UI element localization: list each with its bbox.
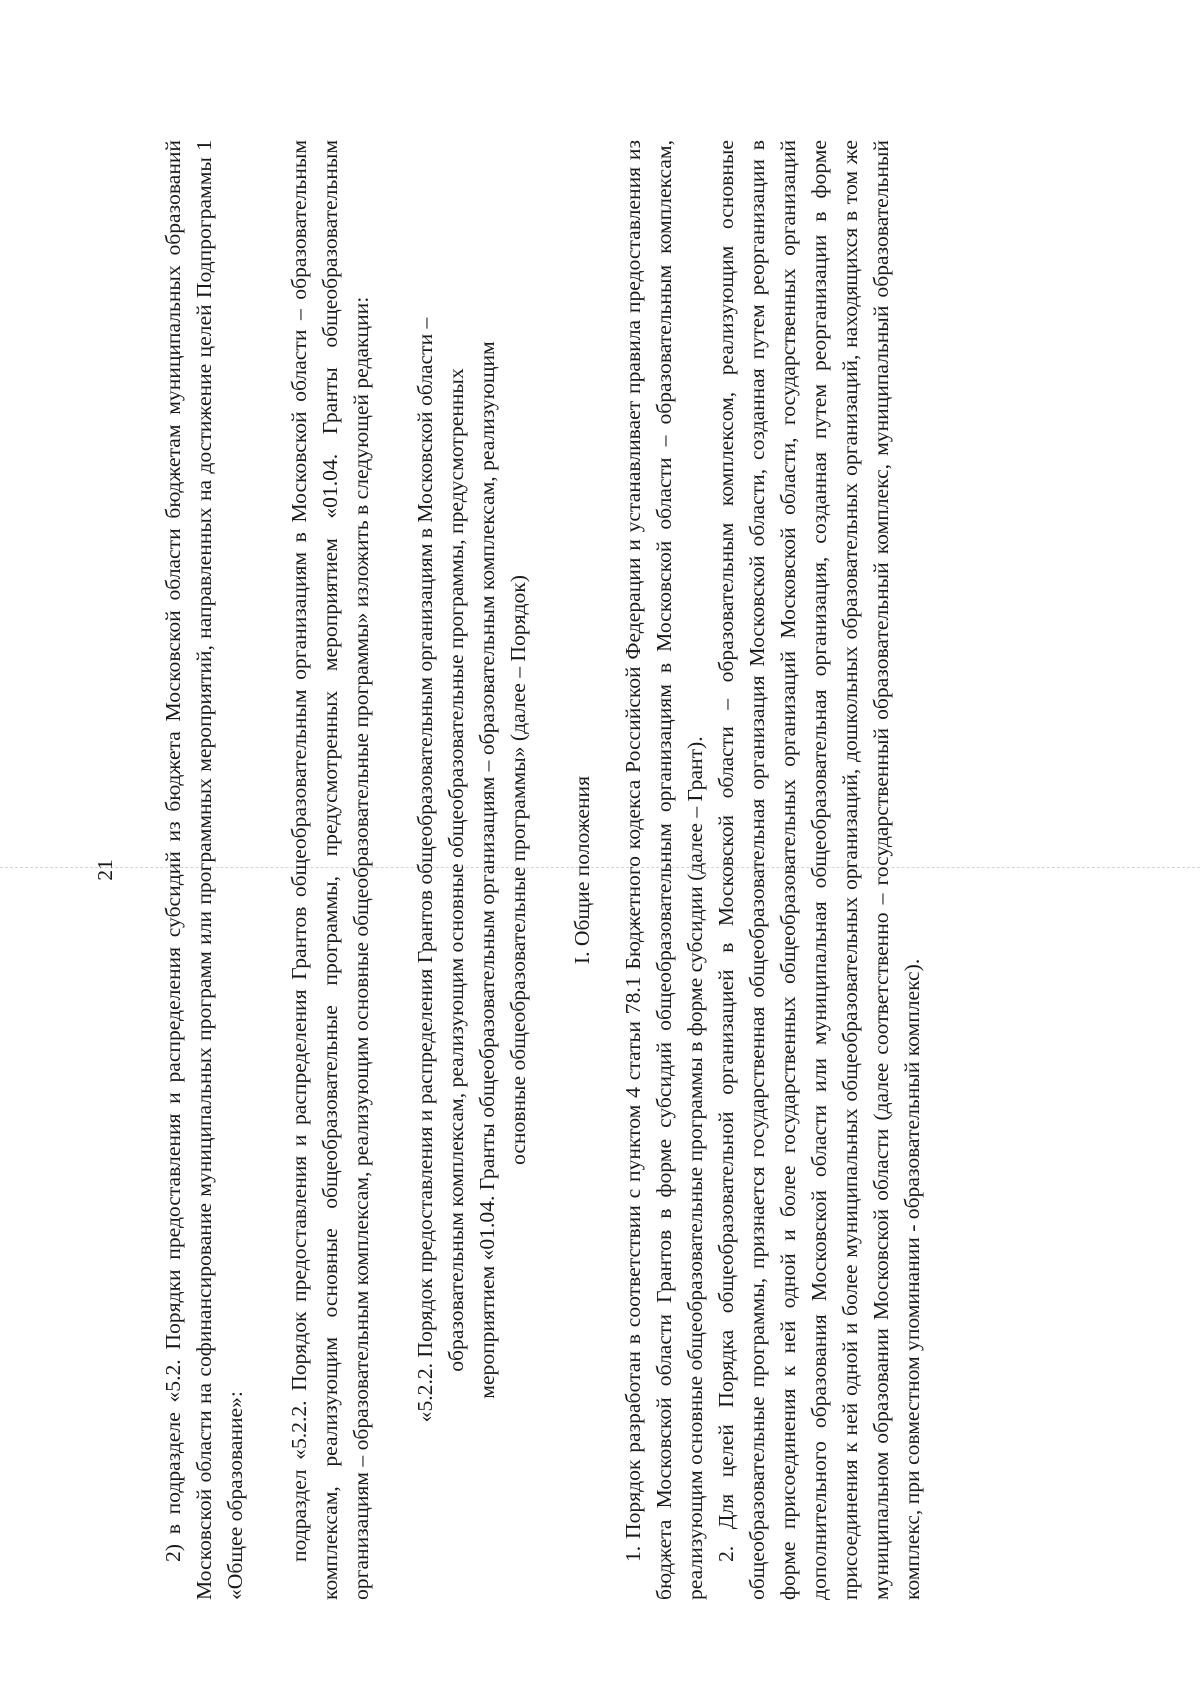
section-heading: I. Общие положения	[570, 775, 594, 965]
page-number: 21	[93, 859, 117, 881]
paragraph-clause-1: 1. Порядок разработан в соответствии с пунктом 4 статьи 78.1 Бюджетного кодекса Российской Федерации и устанавливает правила предоставления из бюджета Московской области Грантов в форме субсидий общеобразовательным организациям в Московской области – образовательным комплексам, реализующим основные общеобразовательные программы в форме субсидии (далее – Грант).	[621, 140, 707, 1600]
document-page	[93, 140, 1080, 1600]
order-title: «5.2.2. Порядок предоставления и распределения Грантов общеобразовательным организациям в Московской области – образовательным комплексам, реализующим основные общеобразовательные программы, предусмотренных мероприятием «01.04. Гранты общеобразовательным организациям – образовательным комплексам, реализующим основные общеобразовательные программы» (далее – Порядок)	[413, 317, 530, 1423]
paragraph-clause-2: 2. Для целей Порядка общеобразовательной организацией в Московской области – образовательным комплексом, реализующим основные общеобразовательные программы, признается государственная общеобразовательная организация Московской области, созданная путем реорганизации в форме присоединения к ней одной и более государственных общеобразовательных организаций Московской области, государственных организаций дополнительного образования Московской области или муниципальная общеобразовательная организация, созданная путем реорганизации в форме присоединения к ней одной и более муниципальных общеобразовательных организаций, дошкольных образовательных организаций, находящихся в том же муниципальном образовании Московской области (далее соответственно – государственный образовательный комплекс, муниципальный образовательный комплекс, при совместном упоминании - образовательный комплекс).	[714, 140, 924, 1600]
paragraph-subsection-replacement: подраздел «5.2.2. Порядок предоставления и распределения Грантов общеобразовательным организациям в Московской области – образовательным комплексам, реализующим основные общеобразовательные программы, предусмотренных мероприятием «01.04. Гранты общеобразовательным организациям – образовательным комплексам, реализующим основные общеобразовательные программы» изложить в следующей редакции:	[287, 140, 373, 1600]
document-body	[158, 140, 928, 1600]
paragraph-subsection-amendment: 2) в подразделе «5.2. Порядки предоставления и распределения субсидий из бюджета Московской области бюджетам муниципальных образований Московской области на софинансирование муниципальных программ или программных мероприятий, направленных на достижение целей Подпрограммы 1 «Общее образование»:	[161, 140, 247, 1600]
